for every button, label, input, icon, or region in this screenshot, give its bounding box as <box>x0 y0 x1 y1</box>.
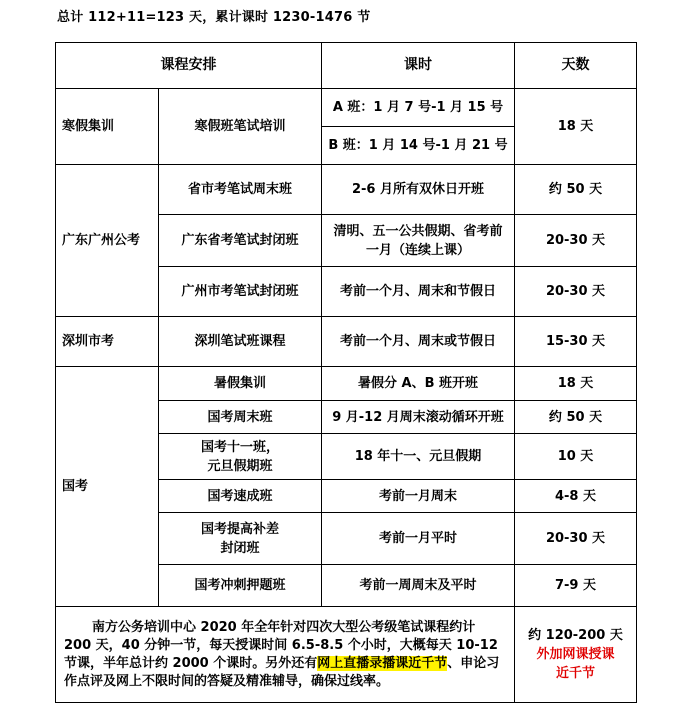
course-name: 广州市考笔试封闭班 <box>159 267 322 317</box>
summary-text-after: 、申论习作点评及网上不限时间的答疑及精准辅导，确保过线率。 <box>64 655 500 689</box>
table-row <box>56 89 637 127</box>
summary-row <box>56 607 637 703</box>
course-name: 国考冲刺押题班 <box>159 565 322 607</box>
course-time: 2-6 月所有双休日开班 <box>322 165 515 215</box>
course-days: 10 天 <box>515 434 637 480</box>
course-time: 考前一周周末及平时 <box>322 565 515 607</box>
course-name: 寒假班笔试培训 <box>159 89 322 165</box>
course-name-line: 国考十一班， <box>200 439 279 455</box>
course-time: 18 年十一、元旦假期 <box>322 434 515 480</box>
course-days: 18 天 <box>515 89 637 165</box>
course-days: 20-30 天 <box>515 215 637 267</box>
course-days: 18 天 <box>515 367 637 401</box>
course-name: 国考速成班 <box>159 480 322 513</box>
course-time: 考前一个月、周末和节假日 <box>322 267 515 317</box>
category-guangdong: 广东广州公考 <box>56 165 159 317</box>
summary-days-total: 约 120-200 天 <box>528 628 623 643</box>
course-name-line: 元旦假期班 <box>207 458 273 474</box>
header-hours: 课时 <box>322 43 515 89</box>
table-row <box>56 165 637 215</box>
course-time: 考前一个月、周末或节假日 <box>322 317 515 367</box>
total-summary-line: 总计 112+11=123 天，累计课时 1230-1476 节 <box>57 10 371 25</box>
header-schedule: 课程安排 <box>56 43 322 89</box>
course-time: A 班：1 月 7 号-1 月 15 号 <box>322 89 515 127</box>
course-time: 考前一月平时 <box>322 513 515 565</box>
course-days: 20-30 天 <box>515 267 637 317</box>
course-time-multiline <box>322 215 515 267</box>
course-days: 7-9 天 <box>515 565 637 607</box>
course-name: 暑假集训 <box>159 367 322 401</box>
summary-text <box>56 607 515 703</box>
course-days: 约 50 天 <box>515 401 637 434</box>
course-days: 约 50 天 <box>515 165 637 215</box>
course-time: B 班：1 月 14 号-1 月 21 号 <box>322 127 515 165</box>
header-days: 天数 <box>515 43 637 89</box>
course-name: 广东省考笔试封闭班 <box>159 215 322 267</box>
course-time-line: 清明、五一公共假期、省考前 <box>333 223 503 239</box>
summary-online-count: 近千节 <box>555 666 595 681</box>
summary-online-note: 外加网课授课 <box>536 647 615 662</box>
category-winter: 寒假集训 <box>56 89 159 165</box>
course-schedule-table <box>55 42 637 703</box>
summary-days <box>515 607 637 703</box>
course-days: 15-30 天 <box>515 317 637 367</box>
category-shenzhen: 深圳市考 <box>56 317 159 367</box>
course-time: 暑假分 A、B 班开班 <box>322 367 515 401</box>
course-time: 考前一月周末 <box>322 480 515 513</box>
course-name: 深圳笔试班课程 <box>159 317 322 367</box>
summary-text-before: 南方公务培训中心 2020 年全年针对四次大型公考级笔试课程约计 200 天，40 分钟一节，每天授课时间 6.5-8.5 个小时，大概每天 10-12 节课，半年总计约 2000 个课时。另外还有 <box>64 619 498 671</box>
course-name-multiline <box>159 434 322 480</box>
course-days: 4-8 天 <box>515 480 637 513</box>
summary-highlight: 网上直播录播课近千节 <box>317 655 448 671</box>
table-header-row <box>56 43 637 89</box>
course-name: 国考周末班 <box>159 401 322 434</box>
course-days: 20-30 天 <box>515 513 637 565</box>
course-name: 省市考笔试周末班 <box>159 165 322 215</box>
course-name-line: 国考提高补差 <box>200 521 279 537</box>
course-name-line: 封闭班 <box>220 540 260 556</box>
course-time-line: 一月（连续上课） <box>365 242 470 258</box>
table-row <box>56 317 637 367</box>
category-national: 国考 <box>56 367 159 607</box>
course-name-multiline <box>159 513 322 565</box>
course-time: 9 月-12 月周末滚动循环开班 <box>322 401 515 434</box>
table-row <box>56 367 637 401</box>
